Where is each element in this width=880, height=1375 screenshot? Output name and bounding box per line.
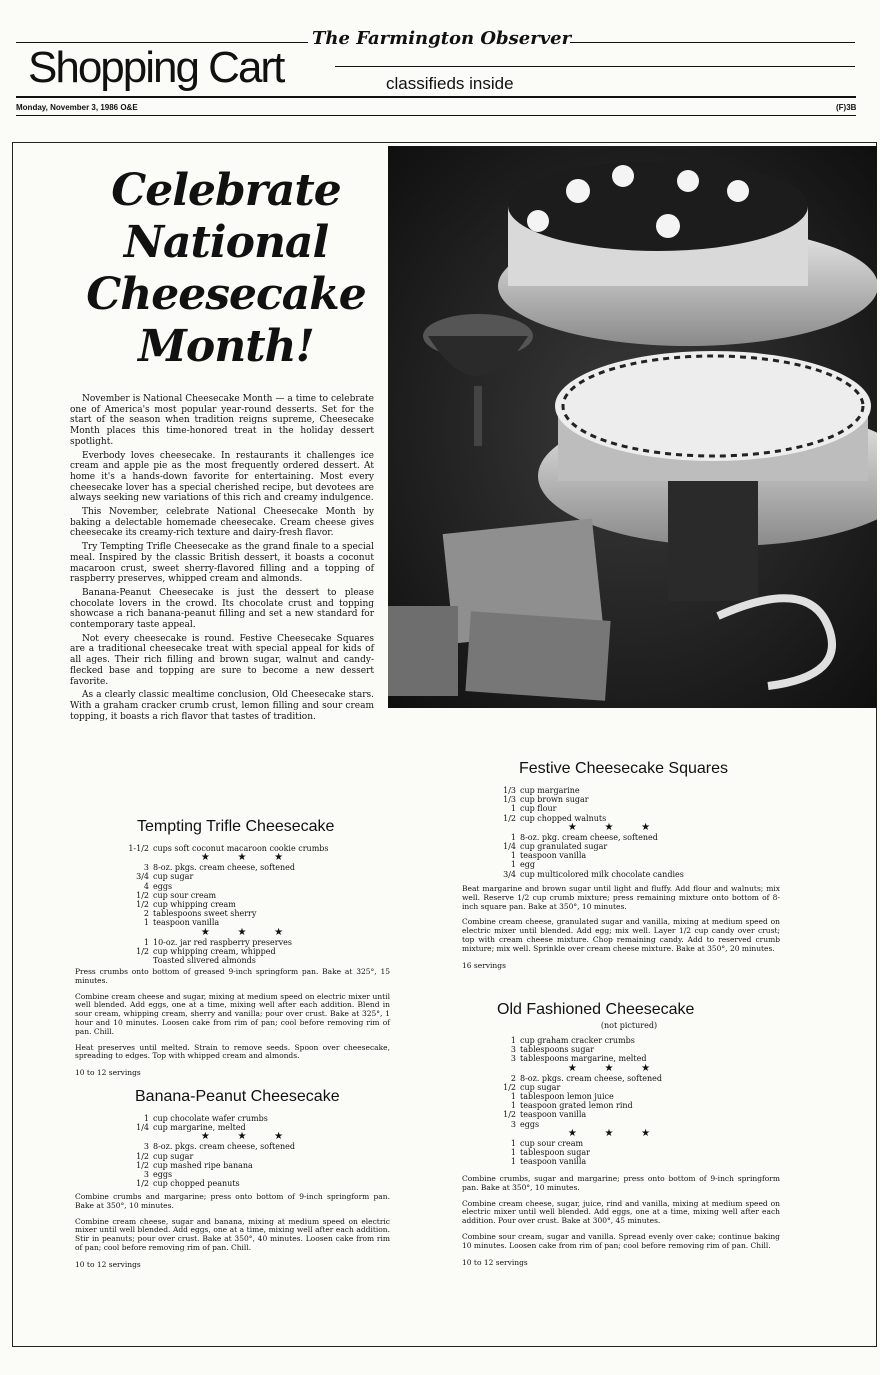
ingredient-item: cup margarine [520, 786, 580, 795]
ingredient-quantity: 1/2 [503, 1110, 516, 1120]
recipe-trifle [127, 818, 457, 965]
ingredient-row [127, 1142, 457, 1151]
recipe-squares-directions [462, 885, 780, 970]
ingredient-row [127, 947, 457, 956]
ingredient-row [127, 1170, 457, 1179]
recipe-title: Festive Cheesecake Squares [519, 760, 728, 777]
glass-stem [474, 386, 482, 446]
direction-paragraph: Combine crumbs and margarine; press onto bottom of 9-inch springform pan. Bake at 350°, 10 minutes. [75, 1192, 390, 1210]
intro-paragraph: Not every cheesecake is round. Festive Cheesecake Squares are a traditional cheesecake treat with special appeal for kids of all ages. Their rich filling and brown sugar, walnut and candy-flecked base and topping are sure to become a new dessert favorite. [70, 633, 374, 687]
intro-paragraph: November is National Cheesecake Month — a time to celebrate one of America's most popular year-round desserts. Set for the start of the season when tradition reigns supreme, Cheesecake Month places this time-honored treat in the holiday dessert spotlight. [70, 394, 374, 447]
ingredient-list [127, 1114, 457, 1188]
ingredient-item: cup graham cracker crumbs [520, 1036, 635, 1045]
direction-paragraph: Combine cream cheese, sugar and banana, mixing at medium speed on electric mixer until well blended. Add eggs, one at a time, mixing well after each addition. Stir in peanuts; pour over crust. Bake at 350°, 40 minutes. Loosen cake from rim of pan; cool before removing rim of pan. Chill. [75, 1216, 390, 1252]
ingredient-item: 8-oz. pkg. cream cheese, softened [520, 832, 658, 842]
ingredient-item: teaspoon vanilla [520, 1110, 587, 1120]
ingredient-quantity: 1/3 [503, 795, 516, 805]
ingredient-quantity: 3 [510, 1119, 516, 1129]
ingredient-item: cup sugar [520, 1082, 561, 1092]
ingredient-row [127, 1114, 457, 1123]
ingredient-item: cup sour cream [520, 1138, 584, 1148]
ingredient-quantity: 1/2 [136, 1151, 149, 1161]
ingredient-row [494, 1083, 824, 1092]
ingredient-row [494, 1148, 824, 1157]
ingredient-quantity: 1/2 [503, 1082, 516, 1092]
ingredient-quantity: 3 [510, 1045, 516, 1055]
ingredient-list [127, 844, 457, 965]
ingredient-row [494, 1036, 824, 1045]
ingredient-quantity: 2 [143, 909, 149, 919]
ingredient-item: 8-oz. pkgs. cream cheese, softened [153, 1142, 295, 1152]
ingredient-quantity: 1 [510, 1148, 516, 1158]
ingredient-item: Toasted slivered almonds [153, 956, 256, 966]
ingredient-item: 10-oz. jar red raspberry preserves [153, 937, 292, 947]
ingredient-item: cup whipping cream [153, 900, 236, 910]
cheesecake-square [388, 606, 458, 696]
direction-paragraph: Press crumbs onto bottom of greased 9-inch springform pan. Bake at 325°, 15 minutes. [75, 967, 390, 985]
ingredient-quantity: 1/4 [136, 1123, 149, 1133]
ingredient-quantity: 1 [143, 918, 149, 928]
classifieds-note: classifieds inside [386, 74, 514, 93]
ingredient-item: cup sour cream [153, 890, 217, 900]
masthead-rule [16, 115, 856, 116]
ingredient-row [127, 882, 457, 891]
ingredient-quantity: 1-1/2 [128, 844, 149, 853]
ingredient-quantity: 1/2 [136, 890, 149, 900]
direction-paragraph: Combine cream cheese, granulated sugar and vanilla, mixing at medium speed on electric mixer until blended. Add egg; mix well. Layer 1/2 cup candy over crust; top with cream cheese mixture. Chop remaining candy. Add to reserved crumb mixture; mix well. Sprinkle over cream cheese mixture. Bake at 350°, 20 minutes. [462, 917, 780, 953]
recipe-banana-directions [75, 1193, 390, 1269]
ingredient-row [494, 1139, 824, 1148]
star-divider: ★ ★ ★ [200, 1131, 284, 1143]
ingredient-row [127, 909, 457, 918]
ingredient-quantity: 1 [510, 1092, 516, 1102]
headline-line: Cheesecake [86, 269, 366, 320]
ingredient-item: teaspoon vanilla [153, 918, 220, 928]
servings: 10 to 12 servings [75, 1259, 141, 1269]
cream-dollop [527, 210, 549, 232]
page-code: (F)3B [836, 103, 857, 112]
servings: 10 to 12 servings [75, 1068, 141, 1078]
ingredient-item: 8-oz. pkgs. cream cheese, softened [153, 863, 295, 873]
star-divider: ★ ★ ★ [567, 1062, 651, 1074]
ingredient-row [127, 872, 457, 881]
newspaper-name: The Farmington Observer [312, 28, 572, 49]
intro-paragraph: This November, celebrate National Cheesecake Month by baking a delectable homemade cheesecake. Cream cheese gives cheesecake its creamy-rich texture and dairy-fresh flavor. [70, 507, 374, 539]
ingredient-quantity: 4 [143, 881, 149, 891]
back-cake-top [508, 161, 808, 251]
ingredient-quantity: 1 [510, 860, 516, 870]
ingredient-quantity: 1/2 [136, 1179, 149, 1189]
ingredient-row [127, 863, 457, 872]
ingredient-item: cup granulated sugar [520, 842, 608, 852]
headline-line: Month! [138, 321, 314, 372]
ingredient-item: cup margarine, melted [153, 1123, 246, 1133]
ingredient-row [494, 1120, 824, 1129]
ingredient-row [494, 860, 824, 869]
ingredient-item: cup chopped peanuts [153, 1179, 240, 1189]
ingredient-item: cup chopped walnuts [520, 813, 607, 823]
masthead-rule [570, 42, 855, 43]
recipe-title: Old Fashioned Cheesecake [497, 1001, 695, 1018]
ingredient-row [127, 938, 457, 947]
ingredient-row [494, 851, 824, 860]
recipe-title: Banana-Peanut Cheesecake [135, 1088, 340, 1105]
ingredient-quantity: 1 [510, 1036, 516, 1045]
ingredient-quantity: 1 [510, 832, 516, 842]
headline-line: National [123, 217, 329, 268]
cream-dollop [727, 180, 749, 202]
intro-paragraph: Try Tempting Trifle Cheesecake as the grand finale to a special meal. Inspired by the classic British dessert, it boasts a coconut macaroon crust, sweet sherry-flavored filling and a topping of raspberry preserves, whipped cream and almonds. [70, 542, 374, 585]
ingredient-quantity: 1 [510, 1157, 516, 1167]
masthead-rule [335, 66, 855, 67]
direction-paragraph: Combine crumbs, sugar and margarine; press onto bottom of 9-inch springform pan. Bake at 350°, 10 minutes. [462, 1174, 780, 1192]
ingredient-quantity: 2 [510, 1073, 516, 1083]
ingredient-item: eggs [153, 1170, 173, 1180]
ingredient-list [494, 786, 824, 879]
masthead-rule [16, 96, 856, 98]
ingredient-item: cup mashed ripe banana [153, 1160, 253, 1170]
ingredient-quantity: 3/4 [136, 872, 149, 882]
recipe-title: Tempting Trifle Cheesecake [137, 818, 335, 835]
ingredient-row [494, 870, 824, 879]
cake-stand-pedestal [668, 481, 758, 601]
ingredient-quantity: 1/3 [503, 786, 516, 795]
ingredient-row [127, 1123, 457, 1132]
not-pictured-note: (not pictured) [600, 1021, 658, 1030]
ingredient-row [494, 833, 824, 842]
ingredient-item: cup multicolored milk chocolate candies [520, 869, 684, 879]
recipe-trifle-directions [75, 968, 390, 1077]
ingredient-quantity: 3 [143, 863, 149, 873]
ingredient-item: cup whipping cream, whipped [153, 946, 276, 956]
ingredient-item: cup sugar [153, 872, 194, 882]
ingredient-row [127, 891, 457, 900]
ingredient-row [127, 1152, 457, 1161]
ingredient-item: teaspoon grated lemon rind [520, 1101, 633, 1111]
direction-paragraph: Combine cream cheese and sugar, mixing at medium speed on electric mixer until well blended. Add eggs, one at a time, mixing well after each addition. Blend in sour cream, whipping cream, sherry and vanilla; pour over crust. Bake at 325°, 1 hour and 10 minutes. Loosen cake from rim of pan; cool before removing rim of pan. Chill. [75, 991, 390, 1036]
cream-dollop [612, 165, 634, 187]
ingredient-quantity: 1 [143, 937, 149, 947]
ingredient-item: cup sugar [153, 1151, 194, 1161]
direction-paragraph: Heat preserves until melted. Strain to remove seeds. Spoon over cheesecake, spreading to edges. Top with whipped cream and almonds. [75, 1042, 390, 1061]
ingredient-quantity: 3/4 [503, 869, 516, 879]
ingredient-item: cups soft coconut macaroon cookie crumbs [153, 844, 329, 853]
intro-paragraph: Everbody loves cheesecake. In restaurants it challenges ice cream and apple pie as the most frequently ordered dessert. At home it's a hands-down favorite for entertaining. Most every cheesecake lover has a special cherished recipe, but devotees are always seeking new variations of this rich and creamy indulgence. [70, 450, 374, 504]
ingredient-row [127, 844, 457, 853]
recipe-banana [127, 1088, 457, 1188]
ingredient-item: tablespoons sweet sherry [153, 909, 257, 919]
servings: 10 to 12 servings [462, 1257, 528, 1267]
ingredient-row [494, 1054, 824, 1063]
ingredient-item: tablespoons sugar [520, 1045, 595, 1055]
ingredient-item: teaspoon vanilla [520, 851, 587, 861]
recipe-old-fashioned-directions [462, 1175, 780, 1267]
ingredient-quantity: 1 [510, 804, 516, 814]
cream-dollop [677, 170, 699, 192]
ingredient-quantity [127, 956, 153, 965]
recipe-squares [494, 760, 824, 879]
ingredient-quantity: 1 [143, 1114, 149, 1123]
cheesecake-square [465, 611, 610, 701]
ingredient-row [494, 1110, 824, 1119]
ingredient-quantity: 1 [510, 1138, 516, 1148]
recipe-old-fashioned [494, 1001, 824, 1166]
direction-paragraph: Beat margarine and brown sugar until light and fluffy. Add flour and walnuts; mix well. Reserve 1/2 cup crumb mixture; press remaining mixture onto bottom of 8-inch square pan. Bake at 350°, 10 minutes. [462, 884, 780, 911]
ingredient-quantity: 1 [510, 851, 516, 861]
ingredient-row [127, 900, 457, 909]
ingredient-row [494, 842, 824, 851]
feature-headline [86, 165, 366, 373]
cheesecake-photo [388, 146, 877, 708]
ingredient-quantity: 3 [510, 1054, 516, 1064]
direction-paragraph: Combine sour cream, sugar and vanilla. Spread evenly over cake; continue baking 10 minutes. Loosen cake from rim of pan; cool before removing rim of pan. Chill. [462, 1231, 780, 1250]
ingredient-item: cup brown sugar [520, 795, 589, 805]
star-divider: ★ ★ ★ [567, 821, 651, 833]
servings: 16 servings [462, 960, 506, 970]
ingredient-item: egg [520, 860, 535, 870]
cream-dollop [566, 179, 590, 203]
ingredient-row [494, 1092, 824, 1101]
ingredient-row [127, 1179, 457, 1188]
ingredient-list [494, 1036, 824, 1166]
cream-dollop [656, 214, 680, 238]
ingredient-item: tablespoon sugar [520, 1148, 590, 1158]
ingredient-row [494, 1074, 824, 1083]
intro-article [70, 394, 374, 725]
intro-paragraph: As a clearly classic mealtime conclusion, Old Cheesecake stars. With a graham cracker crumb crust, lemon filling and sour cream topping, it boasts a rich flavor that tastes of tradition. [70, 690, 374, 722]
ingredient-row [494, 1045, 824, 1054]
ingredient-quantity: 3 [143, 1142, 149, 1152]
ingredient-row [494, 1157, 824, 1166]
ingredient-quantity: 1 [510, 1101, 516, 1111]
ingredient-item: eggs [520, 1119, 540, 1129]
star-divider: ★ ★ ★ [200, 852, 284, 864]
dateline: Monday, November 3, 1986 O&E [16, 103, 138, 112]
ingredient-item: tablespoons margarine, melted [520, 1054, 647, 1064]
ingredient-row [494, 795, 824, 804]
intro-paragraph: Banana-Peanut Cheesecake is just the dessert to please chocolate lovers in the crowd. Its chocolate crust and topping showcase a rich banana-peanut filling and set a new standard for contemporary taste appeal. [70, 587, 374, 631]
star-divider: ★ ★ ★ [567, 1127, 651, 1139]
ingredient-row [494, 1101, 824, 1110]
ingredient-quantity: 1/2 [136, 946, 149, 956]
ingredient-quantity: 3 [143, 1170, 149, 1180]
ingredient-row [127, 918, 457, 927]
ingredient-item: teaspoon vanilla [520, 1157, 587, 1167]
front-cake-top [555, 351, 871, 461]
ingredient-row [494, 814, 824, 823]
star-divider: ★ ★ ★ [200, 926, 284, 938]
section-title: Shopping Cart [28, 43, 284, 92]
ingredient-row [127, 1161, 457, 1170]
ingredient-item: cup chocolate wafer crumbs [153, 1114, 268, 1123]
direction-paragraph: Combine cream cheese, sugar, juice, rind and vanilla, mixing at medium speed on electric mixer until well blended. Add eggs, one at a time, mixing well after each addition. Pour over crust. Bake at 300°, 45 minutes. [462, 1198, 780, 1226]
ingredient-item: cup flour [520, 804, 557, 814]
ingredient-quantity: 1/2 [503, 813, 516, 823]
ingredient-quantity: 1/4 [503, 842, 516, 852]
ingredient-item: 8-oz. pkgs. cream cheese, softened [520, 1073, 662, 1083]
ingredient-item: eggs [153, 881, 173, 891]
ingredient-item: tablespoon lemon juice [520, 1092, 614, 1102]
ingredient-quantity: 1/2 [136, 1160, 149, 1170]
ingredient-quantity: 1/2 [136, 900, 149, 910]
ingredient-row [127, 956, 457, 965]
headline-line: Celebrate [111, 165, 341, 216]
ingredient-row [494, 786, 824, 795]
ingredient-row [494, 804, 824, 813]
